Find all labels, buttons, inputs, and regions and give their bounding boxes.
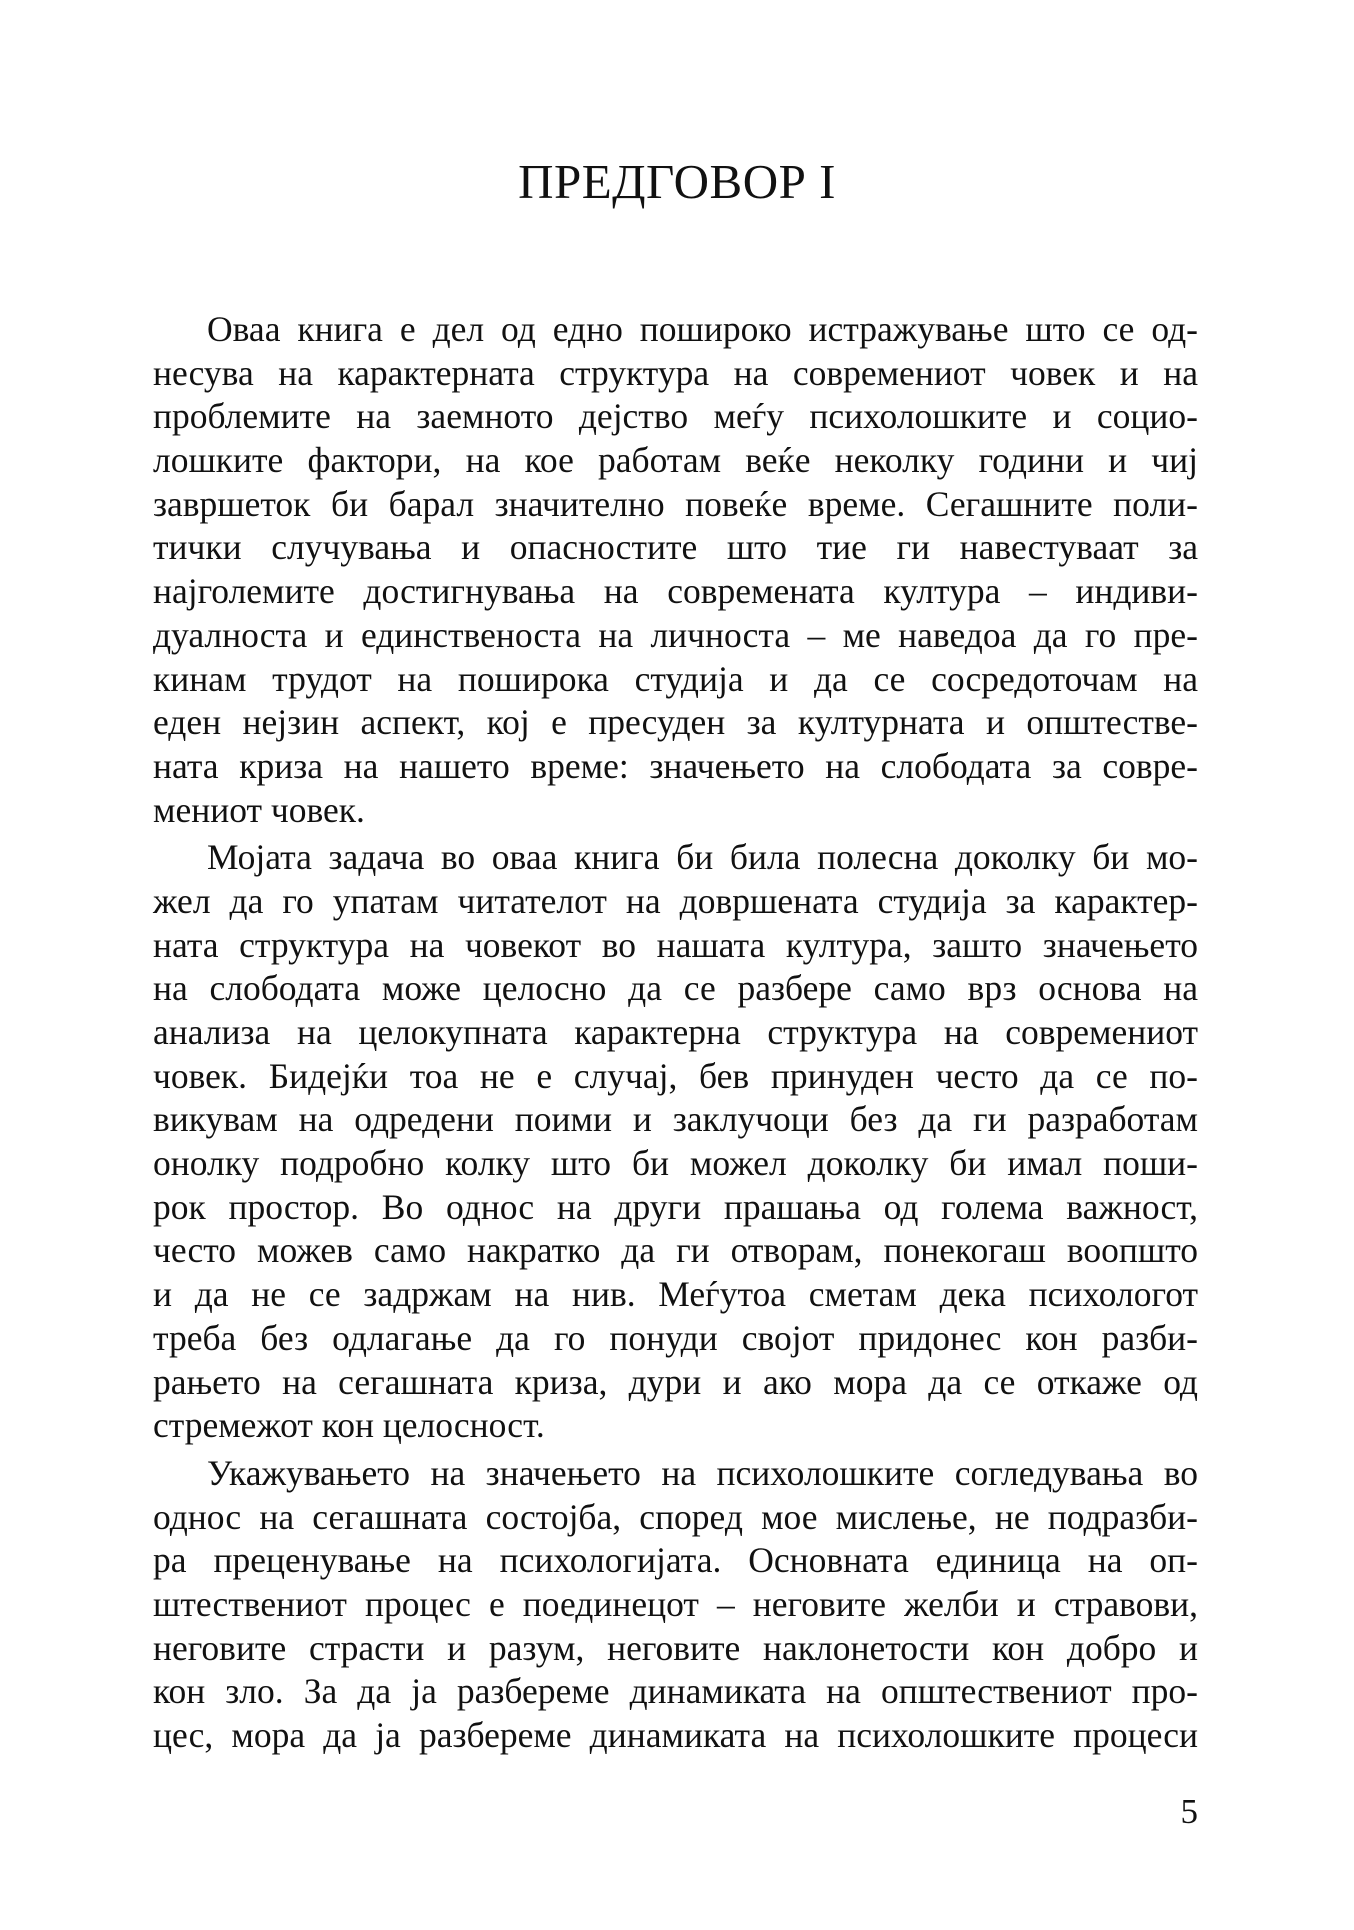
text-line: штествениот процес е поединецот – неговите желби и стравови,	[153, 1583, 1198, 1624]
text-line: и да не се задржам на нив. Меѓутоа сметам дека психологот	[153, 1274, 1198, 1315]
text-line: рок простор. Во однос на други прашања од голема важност,	[153, 1186, 1198, 1227]
text-line: рањето на сегашната криза, дури и ако мора да се откаже од	[153, 1361, 1198, 1402]
text-line: анализа на целокупната карактерна структура на современиот	[153, 1012, 1198, 1052]
text-line: мениот човек.	[153, 789, 365, 830]
paragraph	[153, 308, 1198, 832]
text-line: еден нејзин аспект, кој е пресуден за културната и општестве-	[153, 702, 1198, 743]
text-line: кон зло. За да ја разбереме динамиката на општествениот про-	[153, 1671, 1198, 1712]
text-line: ра преценување на психологијата. Основната единица на оп-	[153, 1540, 1198, 1581]
text-line: ната криза на нашето време: значењето на слободата за совре-	[153, 745, 1198, 786]
text-line: најголемите достигнувања на современата култура – индиви-	[153, 571, 1198, 612]
text-line: дуалноста и единственоста на личноста – ме наведоа да го пре-	[153, 614, 1198, 655]
text-line: завршеток би барал значително повеќе време. Сегашните поли-	[153, 483, 1198, 524]
text-line: Оваа книга е дел од едно пошироко истражување што се од-	[207, 309, 1198, 349]
text-line: Укажувањето на значењето на психолошките согледувања во	[207, 1452, 1198, 1493]
text-line: цес, мора да ја разбереме динамиката на психолошките процеси	[153, 1715, 1198, 1755]
page-title: ПРЕДГОВОР I	[518, 154, 836, 209]
text-line: жел да го упатам читателот на довршената студија за карактер-	[153, 880, 1198, 921]
text-line: неговите страсти и разум, неговите наклонетости кон добро и	[153, 1627, 1198, 1668]
text-line: Мојата задача во оваа книга би била полесна доколку би мо-	[207, 837, 1198, 878]
body-text	[153, 308, 1198, 1762]
text-line: несува на карактерната структура на современиот човек и на	[153, 352, 1198, 393]
paragraph	[153, 1452, 1198, 1758]
text-line: често можев само накратко да ги отворам, понекогаш воопшто	[153, 1230, 1198, 1271]
text-line: викувам на одредени поими и заклучоци без да ги разработам	[153, 1099, 1198, 1140]
text-line: кинам трудот на поширока студија и да се сосредоточам на	[153, 658, 1198, 699]
text-line: тички случувања и опасностите што тие ги навестуваат за	[153, 527, 1198, 568]
page-number: 5	[1180, 1792, 1198, 1831]
text-line: проблемите на заемното дејство меѓу психолошките и социо-	[153, 396, 1198, 437]
text-line: на слободата може целосно да се разбере само врз основа на	[153, 968, 1198, 1009]
text-line: лошките фактори, на кое работам веќе неколку години и чиј	[153, 440, 1198, 481]
paragraph	[153, 836, 1198, 1448]
text-line: стремежот кон целосност.	[153, 1405, 545, 1446]
text-line: онолку подробно колку што би можел доколку би имал поши-	[153, 1143, 1198, 1184]
text-line: човек. Бидејќи тоа не е случај, бев принуден често да се по-	[153, 1055, 1198, 1096]
text-line: треба без одлагање да го понуди својот придонес кон разби-	[153, 1317, 1198, 1358]
text-line: однос на сегашната состојба, според мое мислење, не подразби-	[153, 1496, 1198, 1537]
text-line: ната структура на човекот во нашата култура, зашто значењето	[153, 924, 1198, 965]
